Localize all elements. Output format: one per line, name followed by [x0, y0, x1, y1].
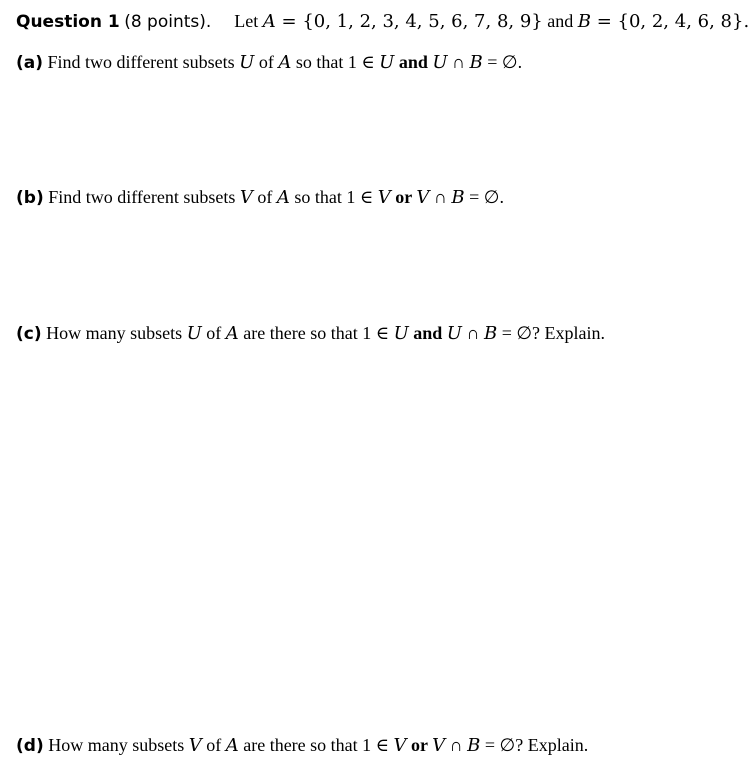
part-d-var-1: V	[188, 735, 202, 756]
part-a-connector: and	[394, 52, 433, 72]
part-c-text-4: ∩	[461, 323, 484, 343]
part-d-text-3: are there so that 1 ∈	[238, 735, 394, 755]
part-d-text-1: How many subsets	[48, 735, 189, 755]
part-b-text-3: so that 1 ∈	[289, 187, 378, 207]
set-a-value: = {0, 1, 2, 3, 4, 5, 6, 7, 8, 9}	[275, 11, 543, 32]
part-c-var-2: A	[225, 323, 239, 344]
part-c-var-4: U	[446, 323, 462, 344]
part-b-var-5: B	[451, 187, 465, 208]
part-a-var-1: U	[239, 52, 255, 73]
part-b-var-1: V	[239, 187, 253, 208]
part-c	[16, 322, 697, 345]
part-d-connector: or	[406, 735, 433, 755]
part-b-label: (b)	[16, 188, 44, 208]
part-a-var-3: U	[379, 52, 395, 73]
part-b-var-3: V	[377, 187, 391, 208]
part-d	[16, 734, 697, 757]
part-b-var-2: A	[276, 187, 290, 208]
question-intro: Let	[234, 11, 259, 31]
part-d-var-4: V	[432, 735, 446, 756]
part-a-var-4: U	[432, 52, 448, 73]
part-d-var-3: V	[393, 735, 407, 756]
part-c-text-2: of	[201, 323, 226, 343]
part-b-var-4: V	[416, 187, 430, 208]
part-d-text-4: ∩	[445, 735, 468, 755]
set-a-name: A	[262, 11, 276, 32]
set-b-value: = {0, 2, 4, 6, 8}.	[590, 11, 749, 32]
part-d-var-5: B	[467, 735, 481, 756]
part-a-text-5: = ∅.	[482, 52, 523, 72]
part-b-text-5: = ∅.	[464, 187, 504, 207]
part-b-text-2: of	[252, 187, 277, 207]
part-b-text-1: Find two different subsets	[48, 187, 240, 207]
part-c-text-3: are there so that 1 ∈	[238, 323, 394, 343]
part-c-var-5: B	[483, 323, 498, 344]
part-b	[16, 186, 697, 209]
part-b-text-4: ∩	[429, 187, 452, 207]
part-a-text-3: so that 1 ∈	[291, 52, 380, 72]
question-title: Question 1	[16, 12, 120, 32]
and-text: and	[542, 11, 578, 31]
part-c-connector: and	[408, 323, 447, 343]
question-points: (8 points).	[124, 12, 212, 32]
part-c-text-1: How many subsets	[46, 323, 187, 343]
part-a-text-1: Find two different subsets	[47, 52, 240, 72]
part-c-label: (c)	[16, 324, 42, 344]
part-a	[16, 51, 697, 74]
part-a-label: (a)	[16, 53, 44, 73]
part-a-text-2: of	[254, 52, 279, 72]
part-c-text-5: = ∅? Explain.	[497, 323, 605, 343]
question-header	[16, 10, 749, 33]
part-c-var-1: U	[186, 323, 202, 344]
part-d-label: (d)	[16, 736, 44, 756]
part-a-text-4: ∩	[447, 52, 470, 72]
set-b-name: B	[577, 11, 591, 32]
part-b-connector: or	[390, 187, 417, 207]
part-d-var-2: A	[225, 735, 239, 756]
part-a-var-2: A	[278, 52, 292, 73]
part-d-text-2: of	[201, 735, 226, 755]
part-d-text-5: = ∅? Explain.	[480, 735, 589, 755]
part-c-var-3: U	[393, 323, 409, 344]
part-a-var-5: B	[469, 52, 483, 73]
